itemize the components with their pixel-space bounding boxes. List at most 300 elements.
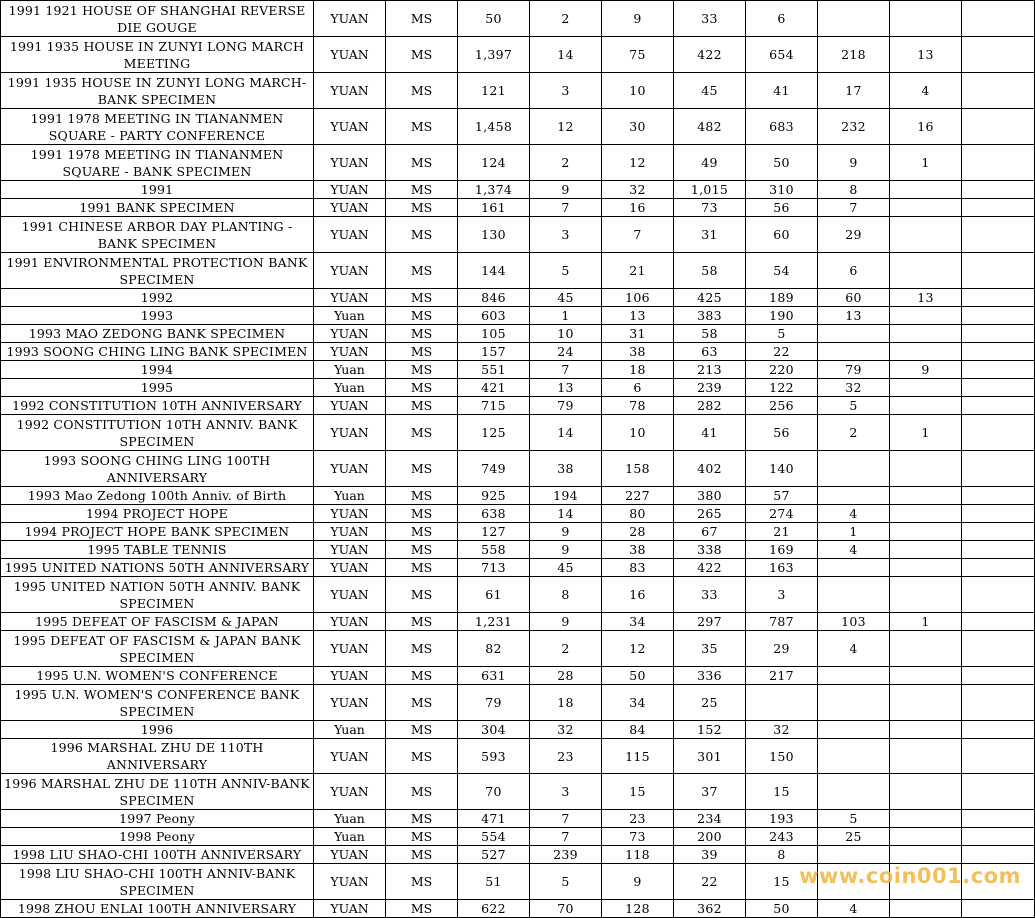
- count-cell: 103: [818, 613, 890, 631]
- count-cell: 21: [746, 523, 818, 541]
- coin-name-cell: 1995 UNITED NATIONS 50TH ANNIVERSARY: [1, 559, 314, 577]
- count-cell: 265: [674, 505, 746, 523]
- count-cell: 227: [602, 487, 674, 505]
- count-cell: 50: [746, 145, 818, 181]
- grade-cell: MS: [386, 145, 458, 181]
- count-cell: 1: [818, 523, 890, 541]
- coin-name-cell: 1993 Mao Zedong 100th Anniv. of Birth: [1, 487, 314, 505]
- count-cell: 82: [458, 631, 530, 667]
- denomination-cell: YUAN: [314, 613, 386, 631]
- denomination-cell: Yuan: [314, 361, 386, 379]
- count-cell: 2: [530, 631, 602, 667]
- count-cell: 310: [746, 181, 818, 199]
- denomination-cell: YUAN: [314, 774, 386, 810]
- count-cell: [818, 487, 890, 505]
- count-cell: [962, 900, 1035, 918]
- grade-cell: MS: [386, 487, 458, 505]
- count-cell: 7: [530, 361, 602, 379]
- table-row: [1, 828, 1035, 846]
- count-cell: 7: [530, 828, 602, 846]
- count-cell: 200: [674, 828, 746, 846]
- count-cell: [962, 810, 1035, 828]
- count-cell: [818, 343, 890, 361]
- table-row: [1, 307, 1035, 325]
- grade-cell: MS: [386, 217, 458, 253]
- count-cell: [962, 721, 1035, 739]
- count-cell: 2: [530, 1, 602, 37]
- denomination-cell: Yuan: [314, 379, 386, 397]
- count-cell: 121: [458, 73, 530, 109]
- count-cell: [818, 325, 890, 343]
- table-row: [1, 415, 1035, 451]
- count-cell: 2: [818, 415, 890, 451]
- coin-name-cell: 1991 1978 MEETING IN TIANANMEN SQUARE - PARTY CONFERENCE: [1, 109, 314, 145]
- count-cell: 28: [530, 667, 602, 685]
- count-cell: 58: [674, 253, 746, 289]
- count-cell: [962, 415, 1035, 451]
- count-cell: 140: [746, 451, 818, 487]
- count-cell: 10: [530, 325, 602, 343]
- count-cell: 49: [674, 145, 746, 181]
- count-cell: [818, 739, 890, 774]
- count-cell: 603: [458, 307, 530, 325]
- count-cell: [962, 361, 1035, 379]
- coin-name-cell: 1993 SOONG CHING LING BANK SPECIMEN: [1, 343, 314, 361]
- count-cell: [818, 846, 890, 864]
- count-cell: [962, 631, 1035, 667]
- denomination-cell: YUAN: [314, 541, 386, 559]
- count-cell: [962, 487, 1035, 505]
- count-cell: [962, 739, 1035, 774]
- count-cell: 239: [530, 846, 602, 864]
- table-row: [1, 181, 1035, 199]
- count-cell: 32: [746, 721, 818, 739]
- count-cell: 67: [674, 523, 746, 541]
- coin-name-cell: 1991 CHINESE ARBOR DAY PLANTING - BANK SPECIMEN: [1, 217, 314, 253]
- count-cell: [962, 181, 1035, 199]
- count-cell: 1,231: [458, 613, 530, 631]
- coin-name-cell: 1995 TABLE TENNIS: [1, 541, 314, 559]
- table-row: [1, 451, 1035, 487]
- count-cell: 163: [746, 559, 818, 577]
- grade-cell: MS: [386, 397, 458, 415]
- denomination-cell: YUAN: [314, 451, 386, 487]
- count-cell: 54: [746, 253, 818, 289]
- count-cell: 7: [530, 199, 602, 217]
- count-cell: 13: [530, 379, 602, 397]
- count-cell: [962, 325, 1035, 343]
- count-cell: 218: [818, 37, 890, 73]
- coin-name-cell: 1998 LIU SHAO-CHI 100TH ANNIV-BANK SPECIMEN: [1, 864, 314, 900]
- count-cell: 22: [746, 343, 818, 361]
- count-cell: 84: [602, 721, 674, 739]
- count-cell: 4: [818, 631, 890, 667]
- table-row: [1, 523, 1035, 541]
- grade-cell: MS: [386, 900, 458, 918]
- table-row: [1, 846, 1035, 864]
- count-cell: 10: [602, 73, 674, 109]
- count-cell: 631: [458, 667, 530, 685]
- count-cell: [962, 451, 1035, 487]
- count-cell: 152: [674, 721, 746, 739]
- denomination-cell: YUAN: [314, 289, 386, 307]
- count-cell: [818, 1, 890, 37]
- count-cell: 4: [818, 541, 890, 559]
- count-cell: 239: [674, 379, 746, 397]
- count-cell: [890, 559, 962, 577]
- count-cell: 4: [818, 505, 890, 523]
- grade-cell: MS: [386, 181, 458, 199]
- table-row: [1, 145, 1035, 181]
- count-cell: [890, 181, 962, 199]
- count-cell: 57: [746, 487, 818, 505]
- grade-cell: MS: [386, 721, 458, 739]
- denomination-cell: YUAN: [314, 1, 386, 37]
- count-cell: 256: [746, 397, 818, 415]
- count-cell: [962, 73, 1035, 109]
- count-cell: 338: [674, 541, 746, 559]
- denomination-cell: YUAN: [314, 685, 386, 721]
- table-row: [1, 739, 1035, 774]
- count-cell: 10: [602, 415, 674, 451]
- table-row: [1, 559, 1035, 577]
- count-cell: 421: [458, 379, 530, 397]
- grade-cell: MS: [386, 505, 458, 523]
- grade-cell: MS: [386, 559, 458, 577]
- table-row: [1, 900, 1035, 918]
- count-cell: 35: [674, 631, 746, 667]
- count-cell: [890, 253, 962, 289]
- count-cell: [962, 343, 1035, 361]
- count-cell: [818, 451, 890, 487]
- count-cell: 128: [602, 900, 674, 918]
- count-cell: 9: [890, 361, 962, 379]
- count-cell: 14: [530, 505, 602, 523]
- count-cell: 622: [458, 900, 530, 918]
- coin-name-cell: 1994: [1, 361, 314, 379]
- count-cell: 79: [818, 361, 890, 379]
- count-cell: 15: [602, 774, 674, 810]
- count-cell: 70: [458, 774, 530, 810]
- count-cell: 61: [458, 577, 530, 613]
- table-row: [1, 810, 1035, 828]
- count-cell: 50: [602, 667, 674, 685]
- grade-cell: MS: [386, 343, 458, 361]
- count-cell: 5: [530, 253, 602, 289]
- denomination-cell: YUAN: [314, 217, 386, 253]
- table-row: [1, 541, 1035, 559]
- count-cell: [818, 577, 890, 613]
- count-cell: [890, 523, 962, 541]
- count-cell: 16: [602, 199, 674, 217]
- count-cell: 38: [530, 451, 602, 487]
- count-cell: 274: [746, 505, 818, 523]
- count-cell: 471: [458, 810, 530, 828]
- count-cell: 33: [674, 577, 746, 613]
- coin-name-cell: 1991 1921 HOUSE OF SHANGHAI REVERSE DIE GOUGE: [1, 1, 314, 37]
- count-cell: [890, 577, 962, 613]
- count-cell: 1,397: [458, 37, 530, 73]
- count-cell: [962, 667, 1035, 685]
- count-cell: 1: [890, 145, 962, 181]
- count-cell: 3: [530, 73, 602, 109]
- denomination-cell: Yuan: [314, 828, 386, 846]
- count-cell: [962, 199, 1035, 217]
- count-cell: 554: [458, 828, 530, 846]
- table-row: [1, 774, 1035, 810]
- count-cell: [818, 559, 890, 577]
- count-cell: 125: [458, 415, 530, 451]
- count-cell: 14: [530, 37, 602, 73]
- table-row: [1, 864, 1035, 900]
- table-row: [1, 1, 1035, 37]
- count-cell: 336: [674, 667, 746, 685]
- coin-name-cell: 1996 MARSHAL ZHU DE 110TH ANNIV-BANK SPECIMEN: [1, 774, 314, 810]
- count-cell: [962, 559, 1035, 577]
- coin-name-cell: 1991 BANK SPECIMEN: [1, 199, 314, 217]
- denomination-cell: YUAN: [314, 397, 386, 415]
- count-cell: 50: [746, 900, 818, 918]
- count-cell: 593: [458, 739, 530, 774]
- count-cell: [962, 307, 1035, 325]
- count-cell: 79: [530, 397, 602, 415]
- denomination-cell: YUAN: [314, 181, 386, 199]
- count-cell: 18: [530, 685, 602, 721]
- count-cell: 683: [746, 109, 818, 145]
- coin-name-cell: 1998 ZHOU ENLAI 100TH ANNIVERSARY: [1, 900, 314, 918]
- table-row: [1, 487, 1035, 505]
- count-cell: 38: [602, 343, 674, 361]
- count-cell: 105: [458, 325, 530, 343]
- denomination-cell: YUAN: [314, 325, 386, 343]
- count-cell: [818, 721, 890, 739]
- coin-name-cell: 1991: [1, 181, 314, 199]
- denomination-cell: YUAN: [314, 559, 386, 577]
- grade-cell: MS: [386, 774, 458, 810]
- table-row: [1, 109, 1035, 145]
- count-cell: 925: [458, 487, 530, 505]
- count-cell: [818, 685, 890, 721]
- count-cell: [962, 685, 1035, 721]
- count-cell: [890, 667, 962, 685]
- count-cell: 31: [602, 325, 674, 343]
- count-cell: [962, 828, 1035, 846]
- table-row: [1, 613, 1035, 631]
- grade-cell: MS: [386, 109, 458, 145]
- count-cell: [962, 109, 1035, 145]
- count-cell: [890, 685, 962, 721]
- table-row: [1, 253, 1035, 289]
- table-row: [1, 217, 1035, 253]
- count-cell: 749: [458, 451, 530, 487]
- count-cell: 9: [602, 864, 674, 900]
- grade-cell: MS: [386, 289, 458, 307]
- count-cell: [962, 505, 1035, 523]
- count-cell: 127: [458, 523, 530, 541]
- denomination-cell: YUAN: [314, 505, 386, 523]
- count-cell: 8: [530, 577, 602, 613]
- denomination-cell: YUAN: [314, 631, 386, 667]
- coin-name-cell: 1998 Peony: [1, 828, 314, 846]
- count-cell: [890, 828, 962, 846]
- count-cell: [890, 379, 962, 397]
- denomination-cell: Yuan: [314, 307, 386, 325]
- count-cell: 13: [890, 37, 962, 73]
- count-cell: [962, 523, 1035, 541]
- count-cell: [962, 145, 1035, 181]
- count-cell: 32: [530, 721, 602, 739]
- count-cell: 362: [674, 900, 746, 918]
- count-cell: 9: [602, 1, 674, 37]
- grade-cell: MS: [386, 37, 458, 73]
- count-cell: 193: [746, 810, 818, 828]
- table-row: [1, 577, 1035, 613]
- coin-name-cell: 1995 U.N. WOMEN'S CONFERENCE: [1, 667, 314, 685]
- count-cell: [890, 217, 962, 253]
- count-cell: 38: [602, 541, 674, 559]
- table-row: [1, 199, 1035, 217]
- count-cell: 15: [746, 774, 818, 810]
- count-cell: [890, 864, 962, 900]
- coin-name-cell: 1994 PROJECT HOPE: [1, 505, 314, 523]
- count-cell: 846: [458, 289, 530, 307]
- count-cell: 33: [674, 1, 746, 37]
- count-cell: 41: [674, 415, 746, 451]
- count-cell: 190: [746, 307, 818, 325]
- count-cell: 482: [674, 109, 746, 145]
- count-cell: [962, 774, 1035, 810]
- table-row: [1, 685, 1035, 721]
- count-cell: [890, 631, 962, 667]
- count-cell: 297: [674, 613, 746, 631]
- count-cell: [890, 451, 962, 487]
- count-cell: [890, 739, 962, 774]
- table-row: [1, 37, 1035, 73]
- count-cell: 6: [746, 1, 818, 37]
- grade-cell: MS: [386, 379, 458, 397]
- grade-cell: MS: [386, 864, 458, 900]
- count-cell: 243: [746, 828, 818, 846]
- site-watermark: www.coin001.com: [799, 864, 1021, 888]
- count-cell: 13: [890, 289, 962, 307]
- count-cell: [818, 864, 890, 900]
- count-cell: [962, 541, 1035, 559]
- denomination-cell: Yuan: [314, 810, 386, 828]
- coin-name-cell: 1995: [1, 379, 314, 397]
- grade-cell: MS: [386, 846, 458, 864]
- grade-cell: MS: [386, 541, 458, 559]
- count-cell: 9: [530, 613, 602, 631]
- count-cell: 24: [530, 343, 602, 361]
- grade-cell: MS: [386, 325, 458, 343]
- coin-name-cell: 1997 Peony: [1, 810, 314, 828]
- grade-cell: MS: [386, 451, 458, 487]
- count-cell: 23: [602, 810, 674, 828]
- count-cell: 558: [458, 541, 530, 559]
- count-cell: 4: [818, 900, 890, 918]
- count-cell: 51: [458, 864, 530, 900]
- count-cell: 22: [674, 864, 746, 900]
- denomination-cell: YUAN: [314, 37, 386, 73]
- denomination-cell: YUAN: [314, 739, 386, 774]
- count-cell: 106: [602, 289, 674, 307]
- count-cell: 282: [674, 397, 746, 415]
- count-cell: [962, 397, 1035, 415]
- count-cell: 16: [602, 577, 674, 613]
- count-cell: 115: [602, 739, 674, 774]
- denomination-cell: YUAN: [314, 343, 386, 361]
- count-cell: 17: [818, 73, 890, 109]
- count-cell: 6: [602, 379, 674, 397]
- count-cell: 29: [818, 217, 890, 253]
- grade-cell: MS: [386, 307, 458, 325]
- count-cell: 383: [674, 307, 746, 325]
- count-cell: 1: [890, 613, 962, 631]
- count-cell: 2: [530, 145, 602, 181]
- count-cell: 16: [890, 109, 962, 145]
- count-cell: 37: [674, 774, 746, 810]
- coin-name-cell: 1991 1978 MEETING IN TIANANMEN SQUARE - BANK SPECIMEN: [1, 145, 314, 181]
- denomination-cell: YUAN: [314, 199, 386, 217]
- grade-cell: MS: [386, 577, 458, 613]
- count-cell: 56: [746, 199, 818, 217]
- count-cell: 158: [602, 451, 674, 487]
- count-cell: 1: [890, 415, 962, 451]
- count-cell: [962, 864, 1035, 900]
- count-cell: 39: [674, 846, 746, 864]
- count-cell: 31: [674, 217, 746, 253]
- coin-name-cell: 1993 SOONG CHING LING 100TH ANNIVERSARY: [1, 451, 314, 487]
- count-cell: 9: [530, 181, 602, 199]
- count-cell: 75: [602, 37, 674, 73]
- count-cell: 60: [746, 217, 818, 253]
- coin-name-cell: 1998 LIU SHAO-CHI 100TH ANNIVERSARY: [1, 846, 314, 864]
- count-cell: [890, 325, 962, 343]
- count-cell: 12: [602, 145, 674, 181]
- count-cell: 161: [458, 199, 530, 217]
- count-cell: [962, 1, 1035, 37]
- count-cell: 422: [674, 559, 746, 577]
- count-cell: 25: [818, 828, 890, 846]
- count-cell: 3: [746, 577, 818, 613]
- count-cell: 5: [746, 325, 818, 343]
- count-cell: 3: [530, 774, 602, 810]
- count-cell: 551: [458, 361, 530, 379]
- count-cell: 7: [818, 199, 890, 217]
- coin-name-cell: 1992 CONSTITUTION 10TH ANNIVERSARY: [1, 397, 314, 415]
- table-row: [1, 631, 1035, 667]
- table-row: [1, 397, 1035, 415]
- count-cell: [962, 289, 1035, 307]
- count-cell: 787: [746, 613, 818, 631]
- denomination-cell: YUAN: [314, 900, 386, 918]
- count-cell: [818, 774, 890, 810]
- coin-name-cell: 1995 DEFEAT OF FASCISM & JAPAN BANK SPECIMEN: [1, 631, 314, 667]
- count-cell: [890, 199, 962, 217]
- count-cell: 9: [530, 541, 602, 559]
- coin-name-cell: 1996: [1, 721, 314, 739]
- grade-cell: MS: [386, 73, 458, 109]
- count-cell: [890, 307, 962, 325]
- count-cell: 5: [818, 810, 890, 828]
- count-cell: 12: [530, 109, 602, 145]
- table-row: [1, 361, 1035, 379]
- count-cell: 144: [458, 253, 530, 289]
- count-cell: 122: [746, 379, 818, 397]
- table-row: [1, 667, 1035, 685]
- coin-name-cell: 1992 CONSTITUTION 10TH ANNIV. BANK SPECIMEN: [1, 415, 314, 451]
- count-cell: 118: [602, 846, 674, 864]
